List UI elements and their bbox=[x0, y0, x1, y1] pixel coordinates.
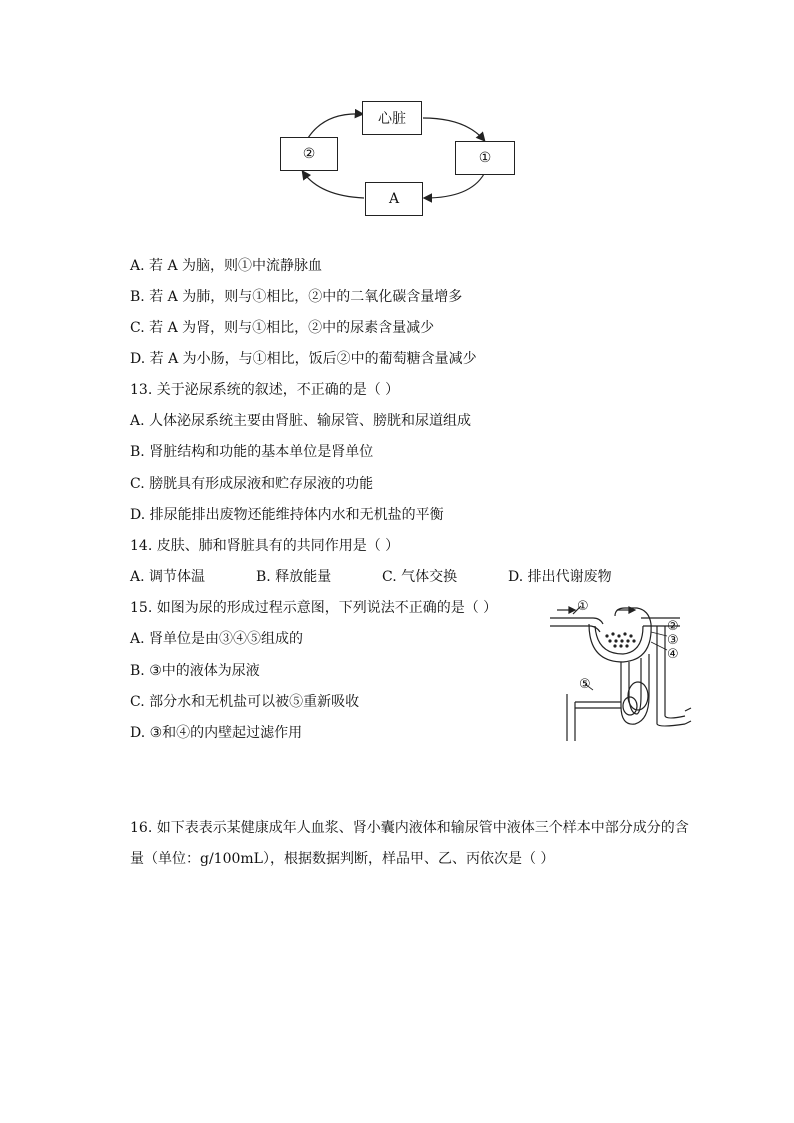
nephron-diagram bbox=[545, 596, 695, 741]
q13-stem: 13. 关于泌尿系统的叙述，不正确的是（ ） bbox=[130, 382, 400, 398]
vessel-two-box bbox=[280, 137, 338, 171]
q16-line-1: 16. 如下表表示某健康成年人血浆、肾小囊内液体和输尿管中液体三个样本中部分成分的含 bbox=[130, 820, 689, 836]
vessel-two-label: ② bbox=[302, 146, 316, 162]
organ-a-label: A bbox=[388, 191, 400, 207]
q15-option-c: C. 部分水和无机盐可以被⑤重新吸收 bbox=[130, 694, 360, 710]
q14-options bbox=[130, 567, 650, 587]
q14-option-d: D. 排出代谢废物 bbox=[508, 569, 612, 585]
nephron-label-1: ① bbox=[577, 599, 589, 614]
nephron-label-2: ② bbox=[667, 619, 679, 634]
q14-option-b: B. 释放能量 bbox=[256, 569, 332, 585]
q14-option-c: C. 气体交换 bbox=[382, 569, 458, 585]
heart-box bbox=[362, 101, 422, 135]
q15-option-a: A. 肾单位是由③④⑤组成的 bbox=[130, 631, 304, 647]
nephron-label-4: ④ bbox=[667, 647, 679, 662]
q15-option-b: B. ③中的液体为尿液 bbox=[130, 663, 260, 679]
nephron-label-3: ③ bbox=[667, 633, 679, 648]
q12-option-a: A. 若 A 为脑，则①中流静脉血 bbox=[130, 258, 323, 274]
vessel-one-box bbox=[455, 141, 515, 175]
q14-stem: 14. 皮肤、肺和肾脏具有的共同作用是（ ） bbox=[130, 538, 400, 554]
heart-label: 心脏 bbox=[378, 111, 406, 127]
q12-option-d: D. 若 A 为小肠，与①相比，饭后②中的葡萄糖含量减少 bbox=[130, 351, 477, 367]
q13-option-d: D. 排尿能排出废物还能维持体内水和无机盐的平衡 bbox=[130, 507, 444, 523]
q15-option-d: D. ③和④的内壁起过滤作用 bbox=[130, 725, 303, 741]
vessel-one-label: ① bbox=[478, 150, 492, 166]
q13-option-a: A. 人体泌尿系统主要由肾脏、输尿管、膀胱和尿道组成 bbox=[130, 413, 472, 429]
q16-line-2: 量（单位：g/100mL），根据数据判断，样品甲、乙、丙依次是（ ） bbox=[130, 851, 555, 867]
q14-option-a: A. 调节体温 bbox=[130, 569, 206, 585]
q13-option-b: B. 肾脏结构和功能的基本单位是肾单位 bbox=[130, 444, 374, 460]
q12-option-c: C. 若 A 为肾，则与①相比，②中的尿素含量减少 bbox=[130, 320, 435, 336]
q15-stem: 15. 如图为尿的形成过程示意图，下列说法不正确的是（ ） bbox=[130, 600, 498, 616]
q12-option-b: B. 若 A 为肺，则与①相比，②中的二氧化碳含量增多 bbox=[130, 289, 463, 305]
nephron-label-5: ⑤ bbox=[579, 677, 591, 692]
q13-option-c: C. 膀胱具有形成尿液和贮存尿液的功能 bbox=[130, 476, 374, 492]
organ-a-box bbox=[365, 182, 423, 216]
